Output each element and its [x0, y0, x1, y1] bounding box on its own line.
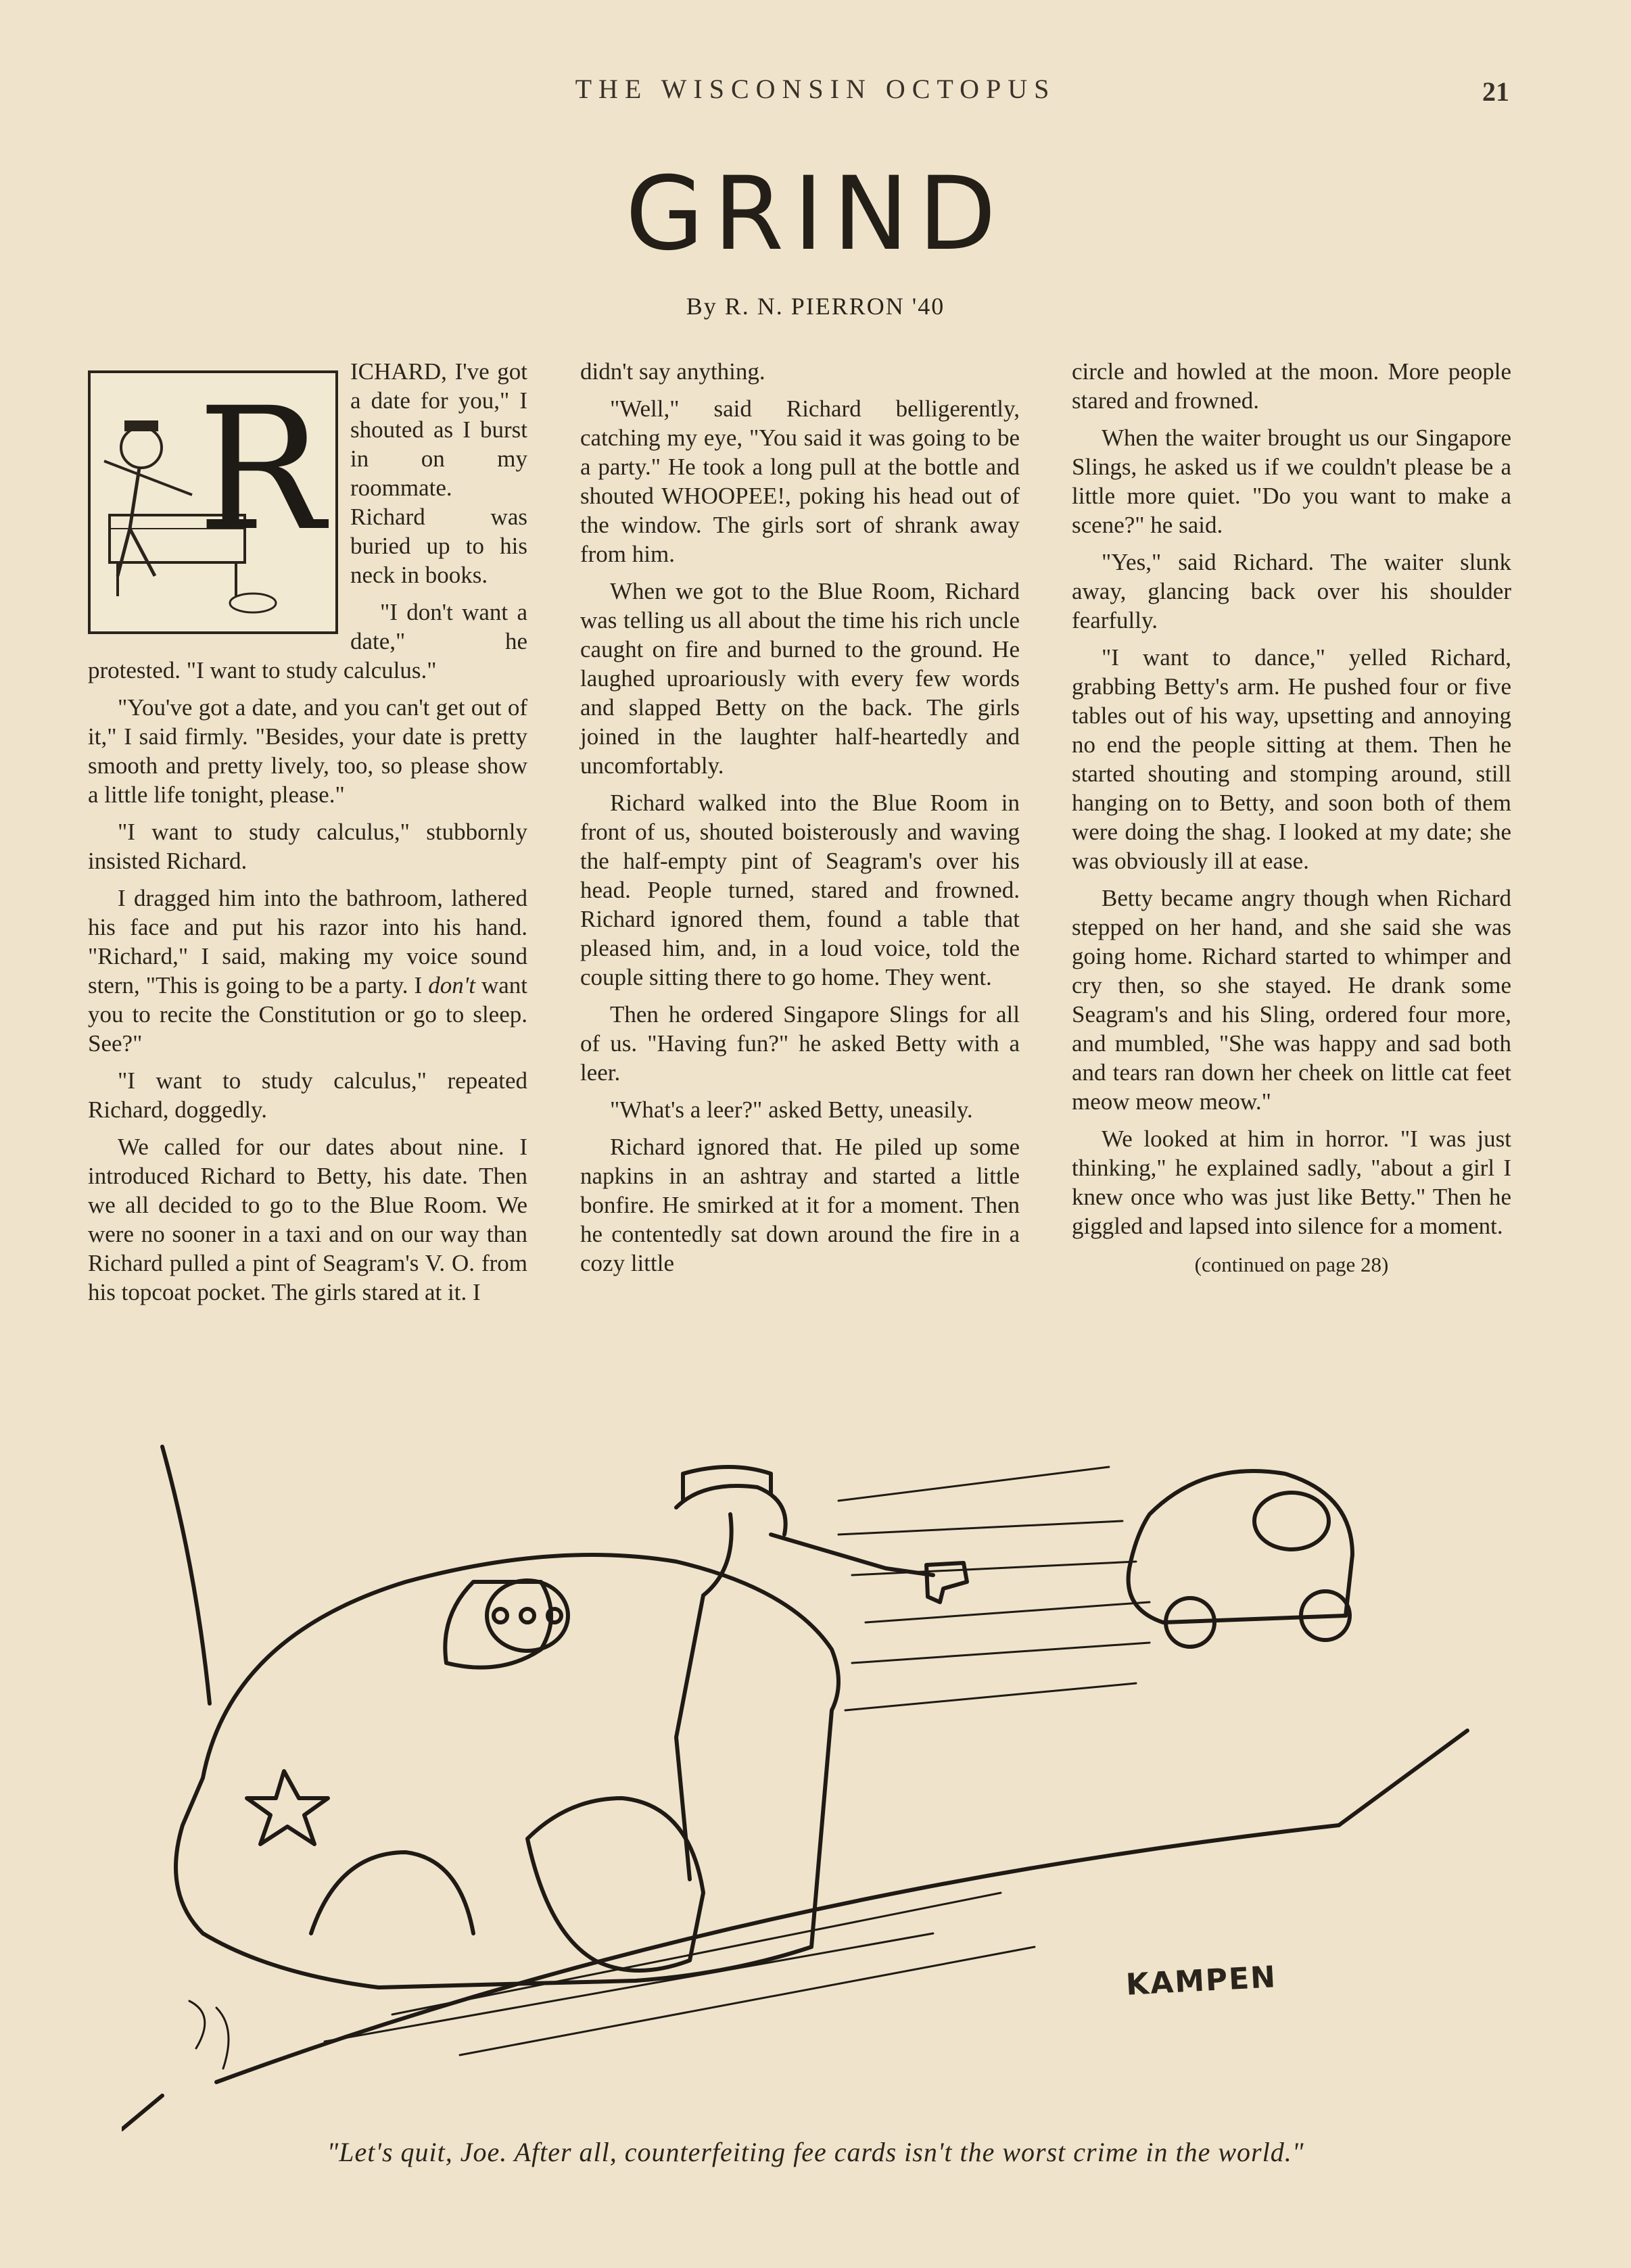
- paragraph: Richard walked into the Blue Room in front of us, shouted boisterously and waving the half-empty pint of Seagram's over his head. People turned, stared and frowned. Richard ignored them, found a table that pleased him, and, in a loud voice, told the couple sitting there to go home. They went.: [580, 790, 1020, 990]
- paragraph: didn't say anything.: [580, 358, 765, 385]
- article-column-1: [88, 357, 527, 1315]
- page-number: 21: [1482, 76, 1509, 107]
- paragraph: circle and howled at the moon. More people stared and frowned.: [1072, 358, 1511, 414]
- drop-cap-illustration: [88, 370, 338, 634]
- car-chase-cartoon: [122, 1420, 1488, 2136]
- paragraph: "You've got a date, and you can't get out of it," I said firmly. "Besides, your date is pretty smooth and pretty lively, too, so please show a little life tonight, please.": [88, 694, 527, 808]
- paragraph-text: want you to recite the Constitution or go to sleep. See?": [88, 972, 527, 1057]
- continued-note: (continued on page 28): [1194, 1253, 1389, 1276]
- lead-in-text: ICHARD,: [350, 358, 447, 385]
- paragraph: "Yes," said Richard. The waiter slunk away, glancing back over his shoulder fearfully.: [1072, 549, 1511, 633]
- paragraph: We looked at him in horror. "I was just thinking," he explained sadly, "about a girl I knew once who was just like Betty." Then he giggled and lapsed into silence for a moment.: [1072, 1126, 1511, 1239]
- running-head: THE WISCONSIN OCTOPUS: [575, 74, 1056, 104]
- paragraph: "I want to dance," yelled Richard, grabbing Betty's arm. He pushed four or five tables out of his way, upsetting and annoying no end the people sitting at them. Then he started shouting and stomping around, still hanging on to Betty, and soon both of them were doing the shag. I looked at my date; she was obviously ill at ease.: [1072, 644, 1511, 874]
- paragraph: When the waiter brought us our Singapore Slings, he asked us if we couldn't please be a little more quiet. "Do you want to make a scene?" he said.: [1072, 425, 1511, 538]
- paragraph: Betty became angry though when Richard stepped on her hand, and she said she was going home. Richard started to whimper and cry then, so she stayed. He drank some Seagram's and his Sling, ordered four more, and mumbled, "She was happy and sad both and tears ran down her cheek on little cat feet meow meow meow.": [1072, 885, 1511, 1115]
- emphasis-text: don't: [428, 972, 475, 998]
- paragraph: "Well," said Richard belligerently, catching my eye, "You said it was going to be a party." He took a long pull at the bottle and shouted WHOOPEE!, poking his head out of the window. The girls sort of shrank away from him.: [580, 395, 1020, 567]
- article-title: GRIND: [625, 155, 1006, 273]
- paragraph: "What's a leer?" asked Betty, uneasily.: [610, 1096, 973, 1123]
- paragraph: Then he ordered Singapore Slings for all of us. "Having fun?" he asked Betty with a leer.: [580, 1001, 1020, 1086]
- paragraph: Richard ignored that. He piled up some napkins in an ashtray and started a little bonfire. He smirked at it for a moment. Then he contentedly sat down around the fire in a cozy little: [580, 1134, 1020, 1276]
- paragraph: We called for our dates about nine. I introduced Richard to Betty, his date. Then we all decided to go to the Blue Room. We were no sooner in a taxi and on our way than Richard pulled a pint of Seagram's V. O. from his topcoat pocket. The girls stared at it. I: [88, 1134, 527, 1305]
- artist-signature: KAMPEN: [1125, 1960, 1278, 2002]
- paragraph: "I don't want a date," he protested. "I want to study calculus.": [88, 599, 527, 683]
- drop-cap-letter: R: [197, 371, 325, 568]
- article-column-2: [580, 357, 1020, 1286]
- article-byline: By R. N. PIERRON '40: [686, 293, 945, 320]
- article-column-3: [1072, 357, 1511, 1279]
- paragraph: [88, 884, 527, 1058]
- cartoon-caption: "Let's quit, Joe. After all, counterfeiting fee cards isn't the worst crime in the world.": [327, 2137, 1304, 2167]
- paragraph-text: I've got a date for you," I shouted as I burst in on my roommate. Richard was buried up to his neck in books.: [350, 358, 527, 588]
- paragraph: "I want to study calculus," stubbornly insisted Richard.: [88, 819, 527, 874]
- paragraph: When we got to the Blue Room, Richard was telling us all about the time his rich uncle caught on fire and burned to the ground. He laughed uproariously with every few words and slapped Betty on the back. The girls joined in the laughter half-heartedly and uncomfortably.: [580, 578, 1020, 779]
- paragraph: "I want to study calculus," repeated Richard, doggedly.: [88, 1067, 527, 1123]
- paragraph-text: I dragged him into the bathroom, lathered his face and put his razor into his hand. "Richard," I said, making my voice sound stern, "This is going to be a party. I: [88, 885, 527, 998]
